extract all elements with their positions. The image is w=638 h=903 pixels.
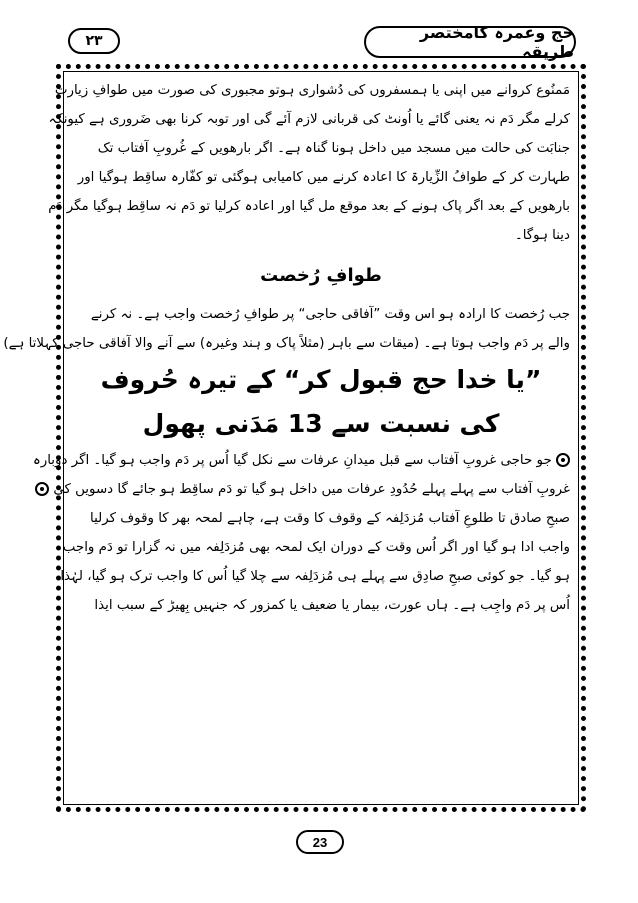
big-title-line-2: کی نسبت سے 13 مَدَنی پھول [142, 409, 500, 438]
section-heading: طوافِ رُخصت [260, 265, 382, 286]
text-line: والے پر دَم واجب ہوتا ہے۔ (میقات سے باہر (مثلاً پاک و ہند وغیرہ) سے آنے والا آفاقی حاجی کہلاتا ہے) [3, 336, 570, 351]
text-line: اُس پر دَم واجِب ہے۔ ہاں عورت، بیمار یا ضعیف یا کمزور کہ جنہیں بِھیڑ کے سبب ایذا [94, 598, 570, 613]
text-line: صبحِ صادق تا طلوعِ آفتاب مُزدَلِفہ کے وقوف کا وقت ہے، چاہے لمحہ بھر کا وقوف کرلیا [90, 511, 570, 526]
text-line [53, 475, 570, 504]
page-content [3, 76, 570, 796]
big-title-line-1: ”یا خدا حج قبول کر“ کے تیرہ حُروف [100, 365, 542, 394]
text-line-content: غروبِ آفتاب سے پہلے پہلے حُدُودِ عرفات میں داخل ہو گیا تو دَم ساقِط ہو جائے گا دسویں کی [53, 482, 570, 497]
text-line: کرلے مگر دَم نہ یعنی گائے یا اُونٹ کی قربانی لازم آئے گی اور توبہ کرنا بھی ضَروری ہے کیونکہ [48, 112, 570, 127]
header-page-number: ۲۳ [68, 28, 120, 54]
footer-page-number: 23 [296, 830, 344, 854]
text-line: جب رُخصت کا ارادہ ہو اس وقت ”آفاقی حاجی“ پر طوافِ رُخصت واجب ہے۔ نہ کرنے [90, 307, 570, 322]
text-line: واجب ادا ہو گیا اور اگر اُس وقت کے دوران ایک لمحہ بھی مُزدَلِفہ میں نہ گزارا تو دَم واجب [62, 540, 570, 555]
text-line: دینا ہوگا۔ [514, 228, 570, 243]
text-line: ہو گیا۔ جو کوئی صبحِ صادِق سے پہلے ہی مُزدَلِفہ سے چلا گیا اُس کا واجب ترک ہو گیا، لہٰذا [60, 569, 570, 584]
text-line: بارھویں کے بعد اگر پاک ہونے کے بعد موقع مل گیا اور اعادہ کرلیا تو دَم نہ ساقِط ہوگیا مگر دَم [48, 199, 570, 214]
text-line: مَمنُوع کروانے میں اپنی یا ہمسفروں کی دُشواری ہوتو مجبوری کی صورت میں طوافِ زیارت [54, 83, 570, 98]
text-line: جنابَت کی حالت میں مسجد میں داخل ہونا گناہ ہے۔ اگر بارھویں کے غُروبِ آفتاب تک [97, 141, 570, 156]
flower-bullet-icon [35, 482, 49, 496]
header-title: حج وعمرہ کامختصر طریقہ [364, 26, 576, 58]
text-line [32, 446, 570, 475]
text-line-content: جو حاجی غروبِ آفتاب سے قبل میدانِ عرفات سے نکل گیا اُس پر دَم واجب ہو گیا۔ اگر دوبارہ [32, 453, 552, 468]
flower-bullet-icon [556, 453, 570, 467]
text-line: طہارت کر کے طوافُ الزِّیارۃ کا اعادہ کرنے میں کامیابی ہوگئی تو کفّارہ ساقِط ہوگیا اور [77, 170, 570, 185]
